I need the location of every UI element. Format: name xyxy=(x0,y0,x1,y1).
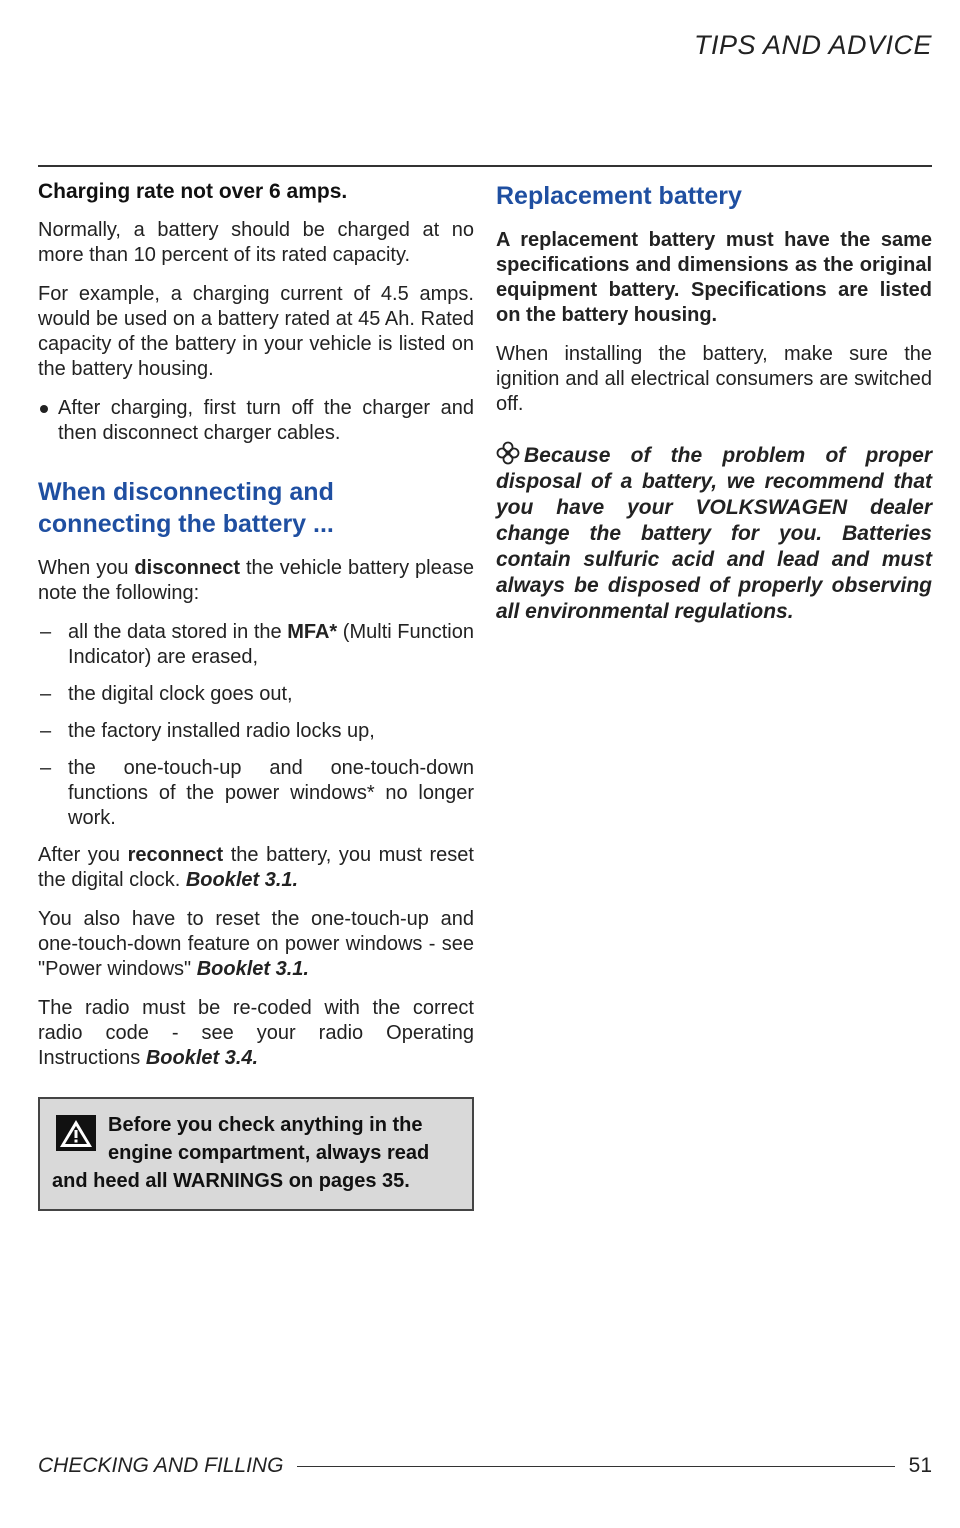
charging-paragraph-2: For example, a charging current of 4.5 amps. would be used on a battery rated at 45 Ah. Rated capacity of the battery in your vehicle is listed on the battery housing. xyxy=(38,283,474,380)
replacement-paragraph: When installing the battery, make sure the ignition and all electrical consumers are switched off. xyxy=(496,343,932,415)
list-item: – all the data stored in the MFA* (Multi Function Indicator) are erased, xyxy=(38,620,474,670)
reset-windows-paragraph: You also have to reset the one-touch-up and one-touch-down feature on power windows - see "Power windows" Booklet 3.1. xyxy=(38,908,474,980)
header-rule xyxy=(38,165,932,167)
charging-rate-heading: Charging rate not over 6 amps. xyxy=(38,180,348,203)
environment-note: Because of the problem of proper disposal of a battery, we recommend that you have your VOLKSWAGEN dealer change the battery for you. Batteries contain sulfuric acid and lead and must always be disposed of properly observing all environmental regulations. xyxy=(496,441,932,625)
warning-text: Before you check anything in the engine compartment, always read and heed all WARNINGS on pages 35. xyxy=(52,1114,430,1192)
disconnect-intro: When you disconnect the vehicle battery please note the following: xyxy=(38,557,474,604)
right-column xyxy=(496,180,932,625)
charging-paragraph-1: Normally, a battery should be charged at no more than 10 percent of its rated capacity. xyxy=(38,219,474,266)
list-item: – the digital clock goes out, xyxy=(38,682,474,707)
footer-rule xyxy=(297,1466,894,1467)
radio-paragraph: The radio must be re-coded with the correct radio code - see your radio Operating Instructions Booklet 3.4. xyxy=(38,997,474,1069)
page-number: 51 xyxy=(908,1454,932,1477)
disconnect-heading: When disconnecting and connecting the battery ... xyxy=(38,478,334,538)
booklet-reference: Booklet 3.1. xyxy=(185,869,299,891)
left-column xyxy=(38,180,474,1211)
list-item: – the one-touch-up and one-touch-down functions of the power windows* no longer work. xyxy=(38,756,474,831)
disconnect-effects-list xyxy=(38,620,474,831)
environment-note-icon xyxy=(496,441,520,465)
footer-section-label: CHECKING AND FILLING xyxy=(38,1454,284,1477)
replacement-battery-heading: Replacement battery xyxy=(496,182,742,210)
booklet-reference: Booklet 3.1. xyxy=(196,958,309,980)
replacement-intro: A replacement battery must have the same specifications and dimensions as the original equipment battery. Specifications are listed on the battery housing. xyxy=(496,229,932,326)
booklet-reference: Booklet 3.4. xyxy=(145,1047,259,1069)
page-footer xyxy=(38,1448,932,1484)
charging-bullet: After charging, first turn off the charger and then disconnect charger cables. xyxy=(38,396,474,446)
page-section-title: TIPS AND ADVICE xyxy=(693,30,932,60)
list-item: – the factory installed radio locks up, xyxy=(38,719,474,744)
reconnect-paragraph: After you reconnect the battery, you must reset the digital clock. Booklet 3.1. xyxy=(38,844,474,891)
warning-triangle-icon xyxy=(56,1115,96,1151)
warning-box xyxy=(38,1097,474,1211)
